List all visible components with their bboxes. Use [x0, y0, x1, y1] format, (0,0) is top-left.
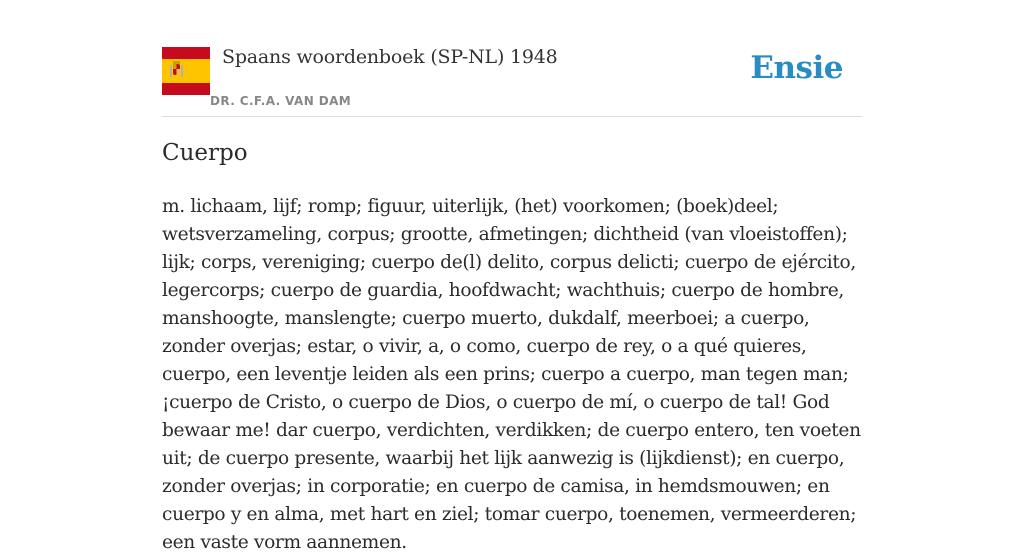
entry-term: Cuerpo: [162, 140, 248, 166]
author-name[interactable]: DR. C.F.A. VAN DAM: [210, 94, 352, 108]
entry-definition: m. lichaam, lijf; romp; figuur, uiterlijk, (het) voorkomen; (boek)deel; wetsverzameling, corpus; grootte, afmetingen; dichtheid (van vloeistoffen); lijk; corps, vereniging; cuerpo de(l) delito, corpus delicti; cuerpo de ejército, legercorps; cuerpo de guardia, hoofdwacht; wachthuis; cuerpo de hombre, manshoogte, manslengte; cuerpo muerto, dukdalf, meerboei; a cuerpo, zonder overjas; estar, o vivir, a, o como, cuerpo de rey, o a qué quieres, cuerpo, een leventje leiden als een prins; cuerpo a cuerpo, man tegen man; ¡cuerpo de Cristo, o cuerpo de Dios, o cuerpo de mí, o cuerpo de tal! God bewaar me! dar cuerpo, verdichten, verdikken; de cuerpo entero, ten voeten uit; de cuerpo presente, waarbij het lijk aanwezig is (lijkdienst); en cuerpo, zonder overjas; in corporatie; en cuerpo de camisa, in hemdsmouwen; en cuerpo y en alma, met hart en ziel; tomar cuerpo, toenemen, vermeerderen; een vaste vorm aannemen.: [162, 196, 861, 553]
ensie-logo[interactable]: Ensie: [750, 50, 843, 86]
dictionary-header: [162, 44, 862, 117]
spain-flag-icon: [162, 47, 210, 95]
book-title[interactable]: Spaans woordenboek (SP-NL) 1948: [222, 46, 558, 68]
